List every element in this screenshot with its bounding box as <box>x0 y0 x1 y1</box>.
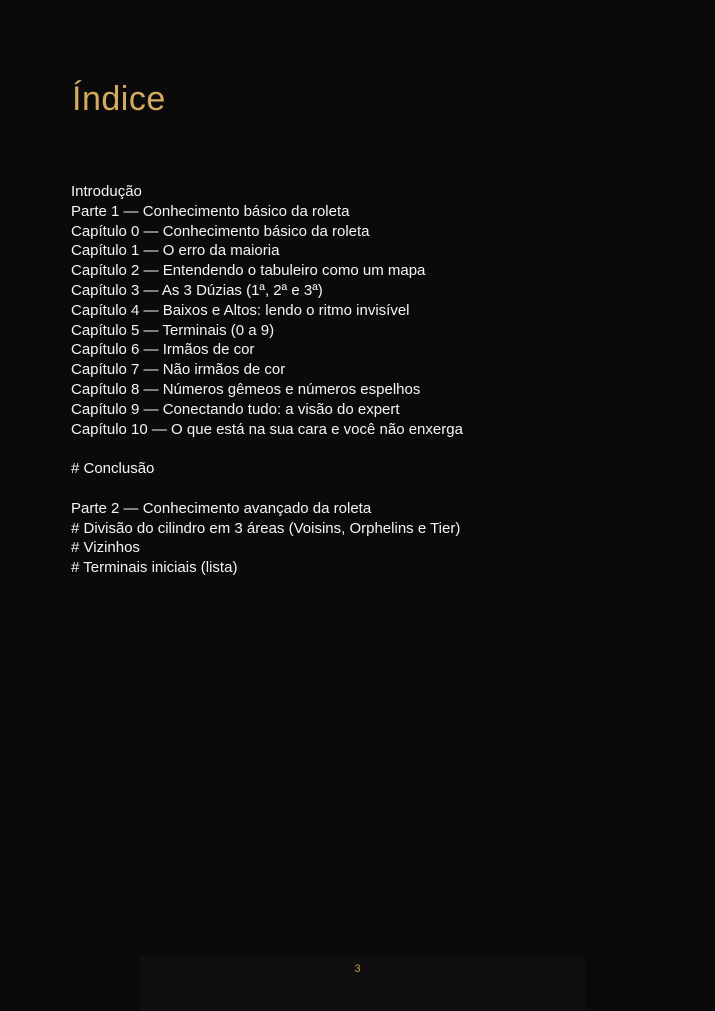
toc-line: Capítulo 1 — O erro da maioria <box>71 242 280 260</box>
toc-line: Capítulo 10 — O que está na sua cara e você não enxerga <box>71 420 463 438</box>
toc-line: # Vizinhos <box>71 539 140 557</box>
table-of-contents <box>71 182 631 578</box>
toc-line: Capítulo 8 — Números gêmeos e números espelhos <box>71 380 421 398</box>
page-title: Índice <box>72 79 166 118</box>
toc-line: Capítulo 2 — Entendendo o tabuleiro como um mapa <box>71 262 426 280</box>
toc-line: # Terminais iniciais (lista) <box>71 559 238 577</box>
toc-section-conclusion <box>71 459 631 479</box>
toc-section-part2 <box>71 499 631 578</box>
page-number: 3 <box>354 963 361 975</box>
toc-line: Capítulo 3 — As 3 Dúzias (1ª, 2ª e 3ª) <box>71 281 323 299</box>
toc-line: Capítulo 0 — Conhecimento básico da roleta <box>71 222 370 240</box>
toc-line: Capítulo 6 — Irmãos de cor <box>71 341 255 359</box>
toc-line: Capítulo 9 — Conectando tudo: a visão do expert <box>71 400 400 418</box>
toc-line: # Divisão do cilindro em 3 áreas (Voisins, Orphelins e Tier) <box>71 519 461 537</box>
toc-section-part1 <box>71 182 631 439</box>
toc-line: Capítulo 4 — Baixos e Altos: lendo o ritmo invisível <box>71 301 410 319</box>
toc-line: Parte 2 — Conhecimento avançado da roleta <box>71 499 372 517</box>
toc-line: Parte 1 — Conhecimento básico da roleta <box>71 202 350 220</box>
toc-line: Capítulo 7 — Não irmãos de cor <box>71 361 286 379</box>
toc-line: # Conclusão <box>71 460 155 478</box>
toc-line: Introdução <box>71 183 142 200</box>
toc-line: Capítulo 5 — Terminais (0 a 9) <box>71 321 275 339</box>
